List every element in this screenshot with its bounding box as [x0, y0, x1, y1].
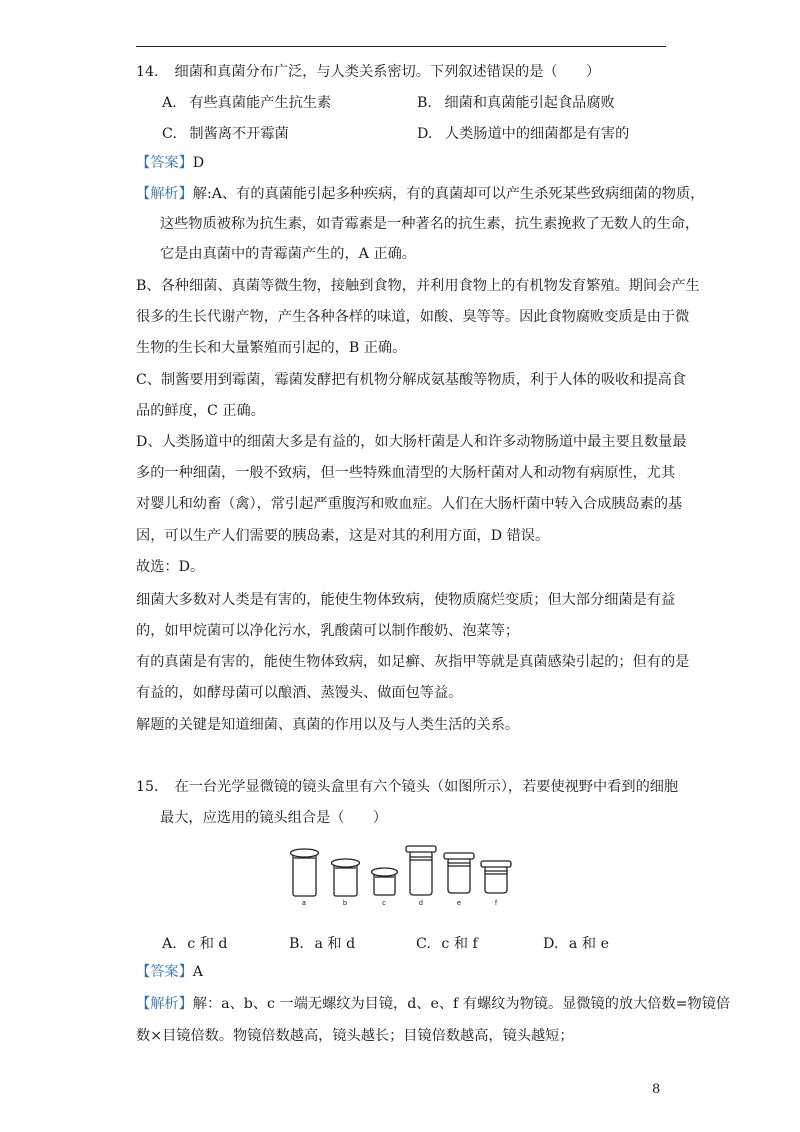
option-text: 有些真菌能产生抗生素: [189, 95, 332, 111]
q14-analysis-line: 它是由真菌中的青霉菌产生的，A 正确。: [160, 246, 416, 262]
option-label: B.: [417, 95, 432, 111]
option-text: c 和 f: [441, 936, 478, 952]
q15-analysis-line: [136, 994, 730, 1014]
lens-label-e: e: [457, 900, 461, 907]
q15-option-a: [162, 934, 228, 954]
q14-analysis-line: 多的一种细菌，一般不致病，但一些特殊血清型的大肠杆菌对人和动物有病原性，尤其: [136, 465, 676, 481]
q15-stem-line: 最大，应选用的镜头组合是（ ）: [160, 810, 388, 826]
q14-option-c: [162, 124, 289, 144]
lens-label-c: c: [382, 900, 386, 907]
lens-label-f: f: [495, 900, 497, 907]
answer-tag: 【答案】: [136, 964, 193, 980]
lens-label-b: b: [343, 900, 347, 907]
option-text: 细菌和真菌能引起食品腐败: [444, 95, 615, 111]
lens-c: [372, 868, 398, 895]
q14-analysis-line: 有的真菌是有害的，能使生物体致病，如足癣、灰指甲等就是真菌感染引起的；但有的是: [136, 654, 690, 670]
option-label: D.: [543, 936, 559, 952]
q14-analysis-line: 细菌大多数对人类是有害的，能使生物体致病，使物质腐烂变质；但大部分细菌是有益: [136, 592, 676, 608]
q14-analysis-line: D、人类肠道中的细菌大多是有益的，如大肠杆菌是人和许多动物肠道中最主要且数量最: [136, 434, 687, 450]
q14-analysis-line: 很多的生长代谢产物，产生各种各样的味道，如酸、臭等等。因此食物腐败变质是由于微: [136, 309, 690, 325]
q14-option-a: [162, 93, 331, 113]
q14-analysis-line: 因，可以生产人们需要的胰岛素，这是对其的利用方面，D 错误。: [136, 528, 550, 544]
q14-analysis-line: 的，如甲烷菌可以净化污水，乳酸菌可以制作酸奶、泡菜等；: [136, 623, 520, 639]
lens-b: [332, 859, 360, 896]
q14-analysis-line: 品的鲜度，C 正确。: [136, 403, 265, 419]
q14-analysis-line: 故选：D。: [136, 559, 205, 575]
q14-analysis-line: B、各种细菌、真菌等微生物，接触到食物，并利用食物上的有机物发育繁殖。期间会产生: [136, 278, 700, 294]
lens-d: [406, 846, 436, 895]
q14-option-b: [417, 93, 615, 113]
option-text: c 和 d: [187, 936, 228, 952]
header-rule: [136, 46, 666, 47]
analysis-tag: 【解析】: [136, 996, 193, 1012]
option-label: A.: [162, 936, 177, 952]
option-label: C.: [162, 126, 177, 142]
q15-option-b: [289, 934, 355, 954]
option-label: A.: [162, 95, 177, 111]
option-text: a 和 e: [568, 936, 609, 952]
lens-e: [444, 853, 474, 893]
microscope-lenses-figure: [286, 842, 516, 908]
lens-f: [481, 861, 511, 893]
q14-stem: 细菌和真菌分布广泛，与人类关系密切。下列叙述错误的是（ ）: [174, 64, 601, 80]
q14-option-d: [417, 124, 629, 144]
analysis-text: 解：a、b、c 一端无螺纹为目镜，d、e、f 有螺纹为物镜。显微镜的放大倍数=物镜倍: [192, 996, 731, 1012]
lens-a: [291, 849, 319, 896]
q14-answer: [136, 153, 204, 173]
q15-analysis-line: 数×目镜倍数。物镜倍数越高，镜头越长；目镜倍数越高，镜头越短；: [136, 1028, 574, 1044]
option-text: a 和 d: [314, 936, 356, 952]
answer-tag: 【答案】: [136, 155, 193, 171]
q14-analysis-line: 这些物质被称为抗生素，如青霉素是一种著名的抗生素，抗生素挽救了无数人的生命，: [160, 216, 700, 232]
page-number: 8: [652, 1082, 661, 1097]
q14-analysis-line: 有益的，如酵母菌可以酿酒、蒸馒头、做面包等益。: [136, 685, 463, 701]
option-label: D.: [417, 126, 433, 142]
q15-answer: [136, 962, 203, 982]
q15-option-d: [543, 934, 609, 954]
option-label: B.: [289, 936, 304, 952]
option-text: 制酱离不开霉菌: [189, 126, 289, 142]
analysis-text: 解:A、有的真菌能引起多种疾病，有的真菌却可以产生杀死某些致病细菌的物质，: [192, 186, 705, 202]
q15-stem-line: [136, 777, 678, 797]
q14-stem-line: [136, 62, 600, 82]
q15-number: 15.: [136, 779, 159, 795]
analysis-tag: 【解析】: [136, 186, 193, 202]
q14-number: 14.: [136, 64, 159, 80]
q14-analysis-line: 对婴儿和幼畜（禽），常引起严重腹泻和败血症。人们在大肠杆菌中转入合成胰岛素的基: [136, 496, 683, 512]
option-text: 人类肠道中的细菌都是有害的: [444, 126, 630, 142]
q15-option-c: [416, 934, 478, 954]
lens-label-d: d: [419, 900, 423, 907]
q14-analysis-line: 解题的关键是知道细菌、真菌的作用以及与人类生活的关系。: [136, 717, 520, 733]
q14-analysis-line: C、制酱要用到霉菌，霉菌发酵把有机物分解成氨基酸等物质，利于人体的吸收和提高食: [136, 372, 686, 388]
q14-analysis-line: [136, 184, 704, 204]
q14-analysis-line: 生物的生长和大量繁殖而引起的，B 正确。: [136, 340, 407, 356]
lens-label-a: a: [302, 900, 306, 907]
option-label: C.: [416, 936, 431, 952]
answer-value: A: [192, 964, 204, 980]
q15-stem: 在一台光学显微镜的镜头盒里有六个镜头（如图所示），若要使视野中看到的细胞: [174, 779, 679, 795]
answer-value: D: [192, 155, 205, 171]
